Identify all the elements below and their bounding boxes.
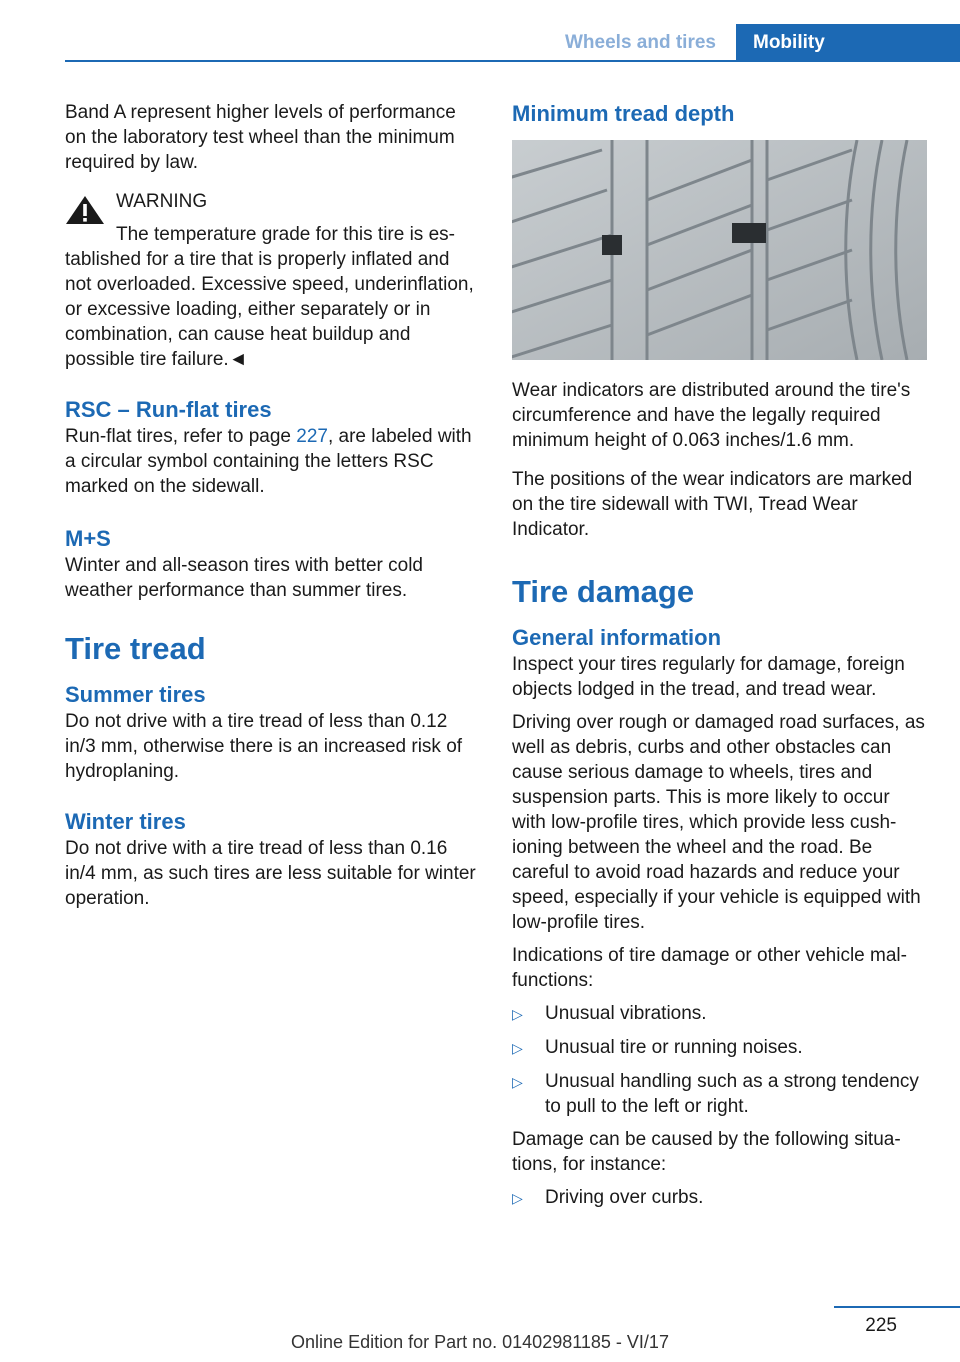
tire-damage-heading: Tire damage bbox=[512, 574, 695, 609]
list-item-text: Driving over curbs. bbox=[545, 1187, 704, 1208]
list-item-text: Unusual handling such as a strong tendency to pull to the left or right. bbox=[545, 1071, 919, 1117]
situations-intro: Damage can be caused by the following situations, for instance: bbox=[512, 1129, 901, 1175]
summer-tires-heading: Summer tires bbox=[65, 682, 206, 707]
left-column bbox=[65, 100, 480, 919]
bullet-triangle-icon: ▷ bbox=[512, 1040, 523, 1056]
general-information-heading: General information bbox=[512, 625, 722, 650]
header-rule bbox=[65, 60, 960, 62]
rsc-text bbox=[65, 424, 480, 499]
indications-intro: Indications of tire damage or other vehicle malfunctions: bbox=[512, 945, 907, 991]
summer-tires-text: Do not drive with a tire tread of less than 0.12 in/3 mm, otherwise there is an increased risk of hydroplaning. bbox=[65, 711, 463, 782]
list-item-text: Unusual vibrations. bbox=[545, 1003, 707, 1024]
page-link[interactable]: 227 bbox=[296, 426, 328, 447]
list-item bbox=[512, 1069, 927, 1119]
winter-tires-heading: Winter tires bbox=[65, 809, 186, 834]
rsc-heading: RSC – Run-flat tires bbox=[65, 397, 272, 422]
footer-edition: Online Edition for Part no. 01402981185 - VI/17 bbox=[291, 1332, 669, 1352]
ms-text: Winter and all-season tires with better cold weather performance than summer tires. bbox=[65, 555, 423, 601]
ms-heading: M+S bbox=[65, 526, 111, 551]
tread-wear-indicator-image bbox=[512, 140, 927, 360]
rsc-text-after: , are labeled with a circular symbol containing the letters RSC marked on the sidewall. bbox=[65, 426, 472, 497]
page-number-rule bbox=[834, 1306, 960, 1308]
intro-paragraph: Band A represent higher levels of performance on the laboratory test wheel than the minimum required by law. bbox=[65, 102, 456, 173]
warning-title: WARNING bbox=[116, 191, 208, 212]
warning-text-first: The temperature grade for this tire is es- bbox=[116, 224, 455, 245]
general-text-2: Driving over rough or damaged road surfaces, as well as debris, curbs and other obstacles can cause serious damage to wheels, tires and suspension parts. This is more likely to occur with low-profile tires, which provide less cushioning between the wheel and the road. Be careful to avoid road hazards and reduce your speed, especially if your vehicle is equipped with low-profile tires. bbox=[512, 712, 925, 933]
page-number: 225 bbox=[865, 1315, 897, 1336]
section-tab: Wheels and tires bbox=[565, 32, 716, 53]
twi-text: The positions of the wear indicators are marked on the tire sidewall with TWI, Tread Wear Indicator. bbox=[512, 469, 913, 540]
general-text-1: Inspect your tires regularly for damage, foreign objects lodged in the tread, and tread wear. bbox=[512, 654, 905, 700]
right-column bbox=[512, 100, 927, 1219]
warning-text: tablished for a tire that is properly inflated and not overloaded. Excessive speed, underinflation, or excessive loading, either separately or in combination, can cause heat buildup and possible tire failure.◄ bbox=[65, 249, 474, 370]
winter-tires-text: Do not drive with a tire tread of less than 0.16 in/4 mm, as such tires are less suitable for winter operation. bbox=[65, 838, 476, 909]
min-tread-depth-heading: Minimum tread depth bbox=[512, 101, 735, 126]
bullet-triangle-icon: ▷ bbox=[512, 1074, 523, 1090]
min-depth-text: Wear indicators are distributed around the tire's circumference and have the legally required minimum height of 0.063 inches/1.6 mm. bbox=[512, 380, 911, 451]
list-item bbox=[512, 1001, 927, 1027]
list-item bbox=[512, 1185, 927, 1211]
bullet-triangle-icon: ▷ bbox=[512, 1006, 523, 1022]
chapter-tab: Mobility bbox=[736, 24, 960, 62]
list-item-text: Unusual tire or running noises. bbox=[545, 1037, 803, 1058]
warning-box bbox=[65, 189, 480, 372]
bullet-triangle-icon: ▷ bbox=[512, 1190, 523, 1206]
tire-tread-heading: Tire tread bbox=[65, 631, 206, 666]
list-item bbox=[512, 1035, 927, 1061]
rsc-text-before: Run-flat tires, refer to page bbox=[65, 426, 297, 447]
warning-icon bbox=[65, 195, 105, 225]
